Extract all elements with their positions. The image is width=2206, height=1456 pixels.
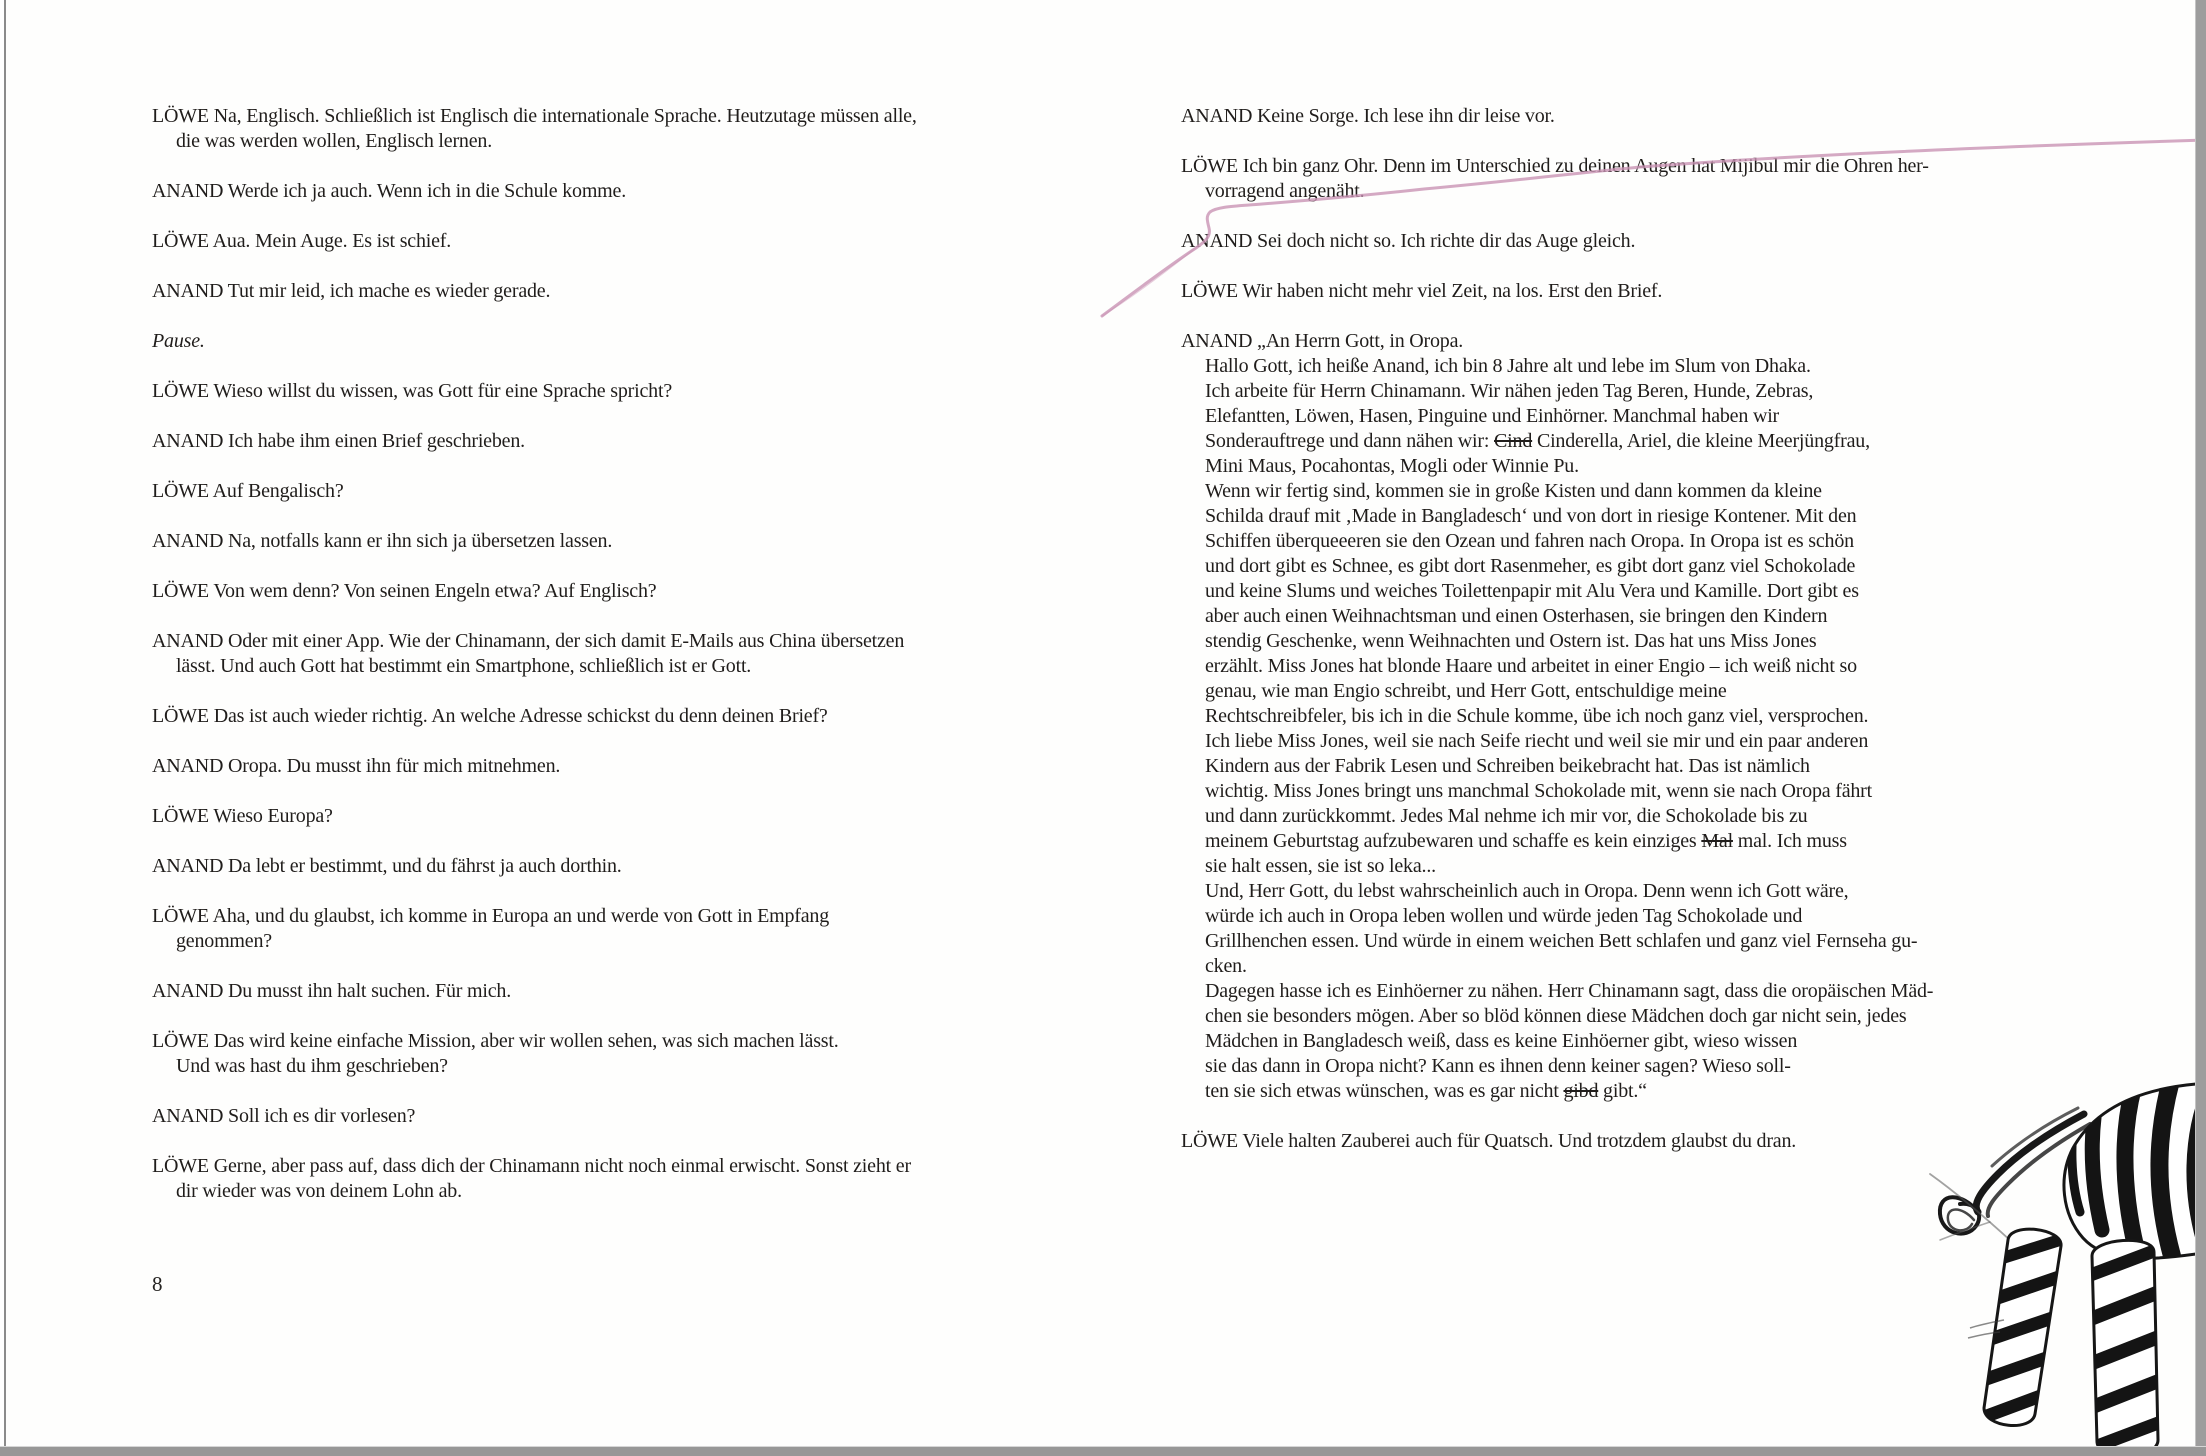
speech: ANAND Du musst ihn halt suchen. Für mich.: [152, 980, 511, 1002]
speech: LÖWE Gerne, aber pass auf, dass dich der Chinamann nicht noch einmal erwischt. Sonst zieht er dir wieder was von deinem Lohn ab.: [152, 1155, 911, 1202]
speech: LÖWE Wieso Europa?: [152, 805, 333, 827]
left-page-border-line: [4, 0, 6, 1456]
speech: ANAND Werde ich ja auch. Wenn ich in die Schule komme.: [152, 180, 627, 202]
bottom-gray-edge: [0, 1446, 2206, 1456]
right-gray-edge: [2195, 0, 2206, 1456]
left-page-text-column: [152, 104, 1162, 1229]
speech: LÖWE Na, Englisch. Schließlich ist Englisch die internationale Sprache. Heutzutage müssen alle, die was werden wollen, Englisch lernen.: [152, 105, 917, 152]
speech: ANAND Sei doch nicht so. Ich richte dir das Auge gleich.: [1181, 230, 1636, 252]
speech: ANAND Da lebt er bestimmt, und du fährst ja auch dorthin.: [152, 855, 622, 877]
speech: LÖWE Aha, und du glaubst, ich komme in Europa an und werde von Gott in Empfang genommen?: [152, 905, 830, 952]
speech: LÖWE Wir haben nicht mehr viel Zeit, na los. Erst den Brief.: [1181, 280, 1663, 302]
right-page-text-column: [1181, 104, 2191, 1179]
speech: ANAND Oder mit einer App. Wie der Chinamann, der sich damit E-Mails aus China übersetzen lässt. Und auch Gott hat bestimmt ein Smartphone, schließlich ist er Gott.: [152, 630, 905, 677]
speech: LÖWE Von wem denn? Von seinen Engeln etwa? Auf Englisch?: [152, 580, 657, 602]
speech: ANAND Na, notfalls kann er ihn sich ja übersetzen lassen.: [152, 530, 613, 552]
struck-word: gibd: [1563, 1080, 1599, 1102]
speech: LÖWE Aua. Mein Auge. Es ist schief.: [152, 230, 452, 252]
struck-word: Mal: [1701, 830, 1733, 852]
speech: LÖWE Ich bin ganz Ohr. Denn im Unterschied zu deinen Augen hat Mijibul mir die Ohren her- vorragend angenäht.: [1181, 155, 1929, 202]
speech: LÖWE Viele halten Zauberei auch für Quatsch. Und trotzdem glaubst du dran.: [1181, 1130, 1797, 1152]
speech: ANAND Ich habe ihm einen Brief geschrieben.: [152, 430, 525, 452]
letter-speech: ANAND „An Herrn Gott, in Oropa. Hallo Gott, ich heiße Anand, ich bin 8 Jahre alt und lebe im Slum von Dhaka. Ich arbeite für Herrn Chinamann. Wir nähen jeden Tag Beren, Hunde, Zebras, Elefantten, Löwen, Hasen, Pinguine und Einhörner. Manchmal haben wir Sonderauftrege und dann nähen wir: Cind Cinderella, Ariel, die kleine Meerjüngfrau, Mini Maus, Pocahontas, Mogli oder Winnie Pu. Wenn wir fertig sind, kommen sie in große Kisten und dann kommen da kleine Schilda drauf mit ‚Made in Bangladesch‘ und von dort in riesige Kontener. Mit den Schiffen überqueeeren sie den Ozean und fahren nach Oropa. In Oropa ist es schön und dort gibt es Schnee, es gibt dort Rasenmeher, es gibt dort ganz viel Schokolade und keine Slums und weiches Toilettenpapir mit Alu Vera und Kamille. Dort gibt es aber auch einen Weihnachtsman und einen Osterhasen, sie bringen den Kindern stendig Geschenke, wenn Weihnachten und Ostern ist. Das hat uns Miss Jones erzählt. Miss Jones hat blonde Haare und arbeitet in einer Engio – ich weiß nicht so genau, wie man Engio schreibt, und Herr Gott, entschuldige meine Rechtschreibfeler, bis ich in die Schule komme, übe ich noch ganz viel, versprochen. Ich liebe Miss Jones, weil sie nach Seife riecht und weil sie mir und ein paar anderen Kindern aus der Fabrik Lesen und Schreiben beikebracht hat. Das ist nämlich wichtig. Miss Jones bringt uns manchmal Schokolade mit, wenn sie nach Oropa fährt und dann zurückkommt. Jedes Mal nehme ich mir vor, die Schokolade bis zu meinem Geburtstag aufzubewaren und schaffe es kein einziges Mal mal. Ich muss sie halt essen, sie ist so leka... Und, Herr Gott, du lebst wahrscheinlich auch in Oropa. Denn wenn ich Gott wäre, würde ich auch in Oropa leben wollen und würde jeden Tag Schokolade und Grillhenchen essen. Und würde in einem weichen Bett schlafen und ganz viel Fernseha gu- cken. Dagegen hasse ich es Einhöerner zu nähen. Herr Chinamann sagt, dass die oropäischen Mäd- chen sie besonders mögen. Aber so blöd können diese Mädchen doch gar nicht sein, jedes Mädchen in Bangladesch weiß, dass es keine Einhöerner gibt, wieso wissen sie das dann in Oropa nicht? Kann es ihnen denn keiner sagen? Wieso soll- ten sie sich etwas wünschen, was es gar nicht gibd gibt.“: [1181, 330, 1934, 1102]
speech: ANAND Oropa. Du musst ihn für mich mitnehmen.: [152, 755, 561, 777]
speech: ANAND Tut mir leid, ich mache es wieder gerade.: [152, 280, 551, 302]
struck-word: Cind: [1494, 430, 1533, 452]
speech: LÖWE Das ist auch wieder richtig. An welche Adresse schickst du denn deinen Brief?: [152, 705, 828, 727]
speech: Pause.: [152, 330, 205, 352]
speech: LÖWE Auf Bengalisch?: [152, 480, 344, 502]
speech: ANAND Soll ich es dir vorlesen?: [152, 1105, 416, 1127]
speech: ANAND Keine Sorge. Ich lese ihn dir leise vor.: [1181, 105, 1555, 127]
page-number: 8: [152, 1272, 163, 1296]
speech: LÖWE Wieso willst du wissen, was Gott für eine Sprache spricht?: [152, 380, 672, 402]
speech: LÖWE Das wird keine einfache Mission, aber wir wollen sehen, was sich machen lässt. Und was hast du ihm geschrieben?: [152, 1030, 839, 1077]
